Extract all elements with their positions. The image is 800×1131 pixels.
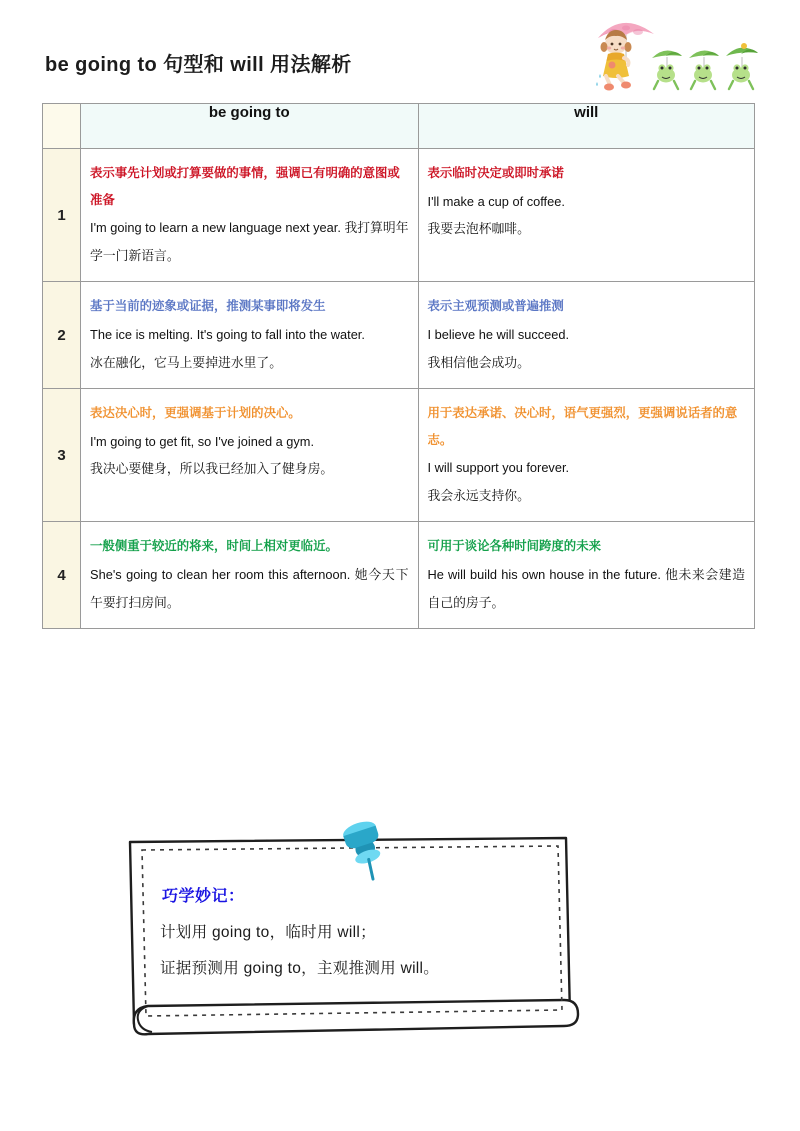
table-row: [43, 282, 755, 389]
row-number: 2: [43, 282, 81, 389]
column-header-will: will: [418, 104, 754, 149]
girl-with-umbrella-and-frogs-illustration: [592, 8, 788, 96]
cell-be-going-to: [81, 522, 418, 629]
column-header-be-going-to: be going to: [81, 104, 418, 149]
usage-translation: 我相信他会成功。: [427, 354, 530, 370]
row-number: 3: [43, 389, 81, 522]
note-line-1: 计划用 going to，临时用 will；: [160, 924, 376, 941]
usage-translation: 我要去泡杯咖啡。: [427, 221, 530, 237]
usage-example: I will support you forever.: [427, 460, 570, 476]
note-line-2: 证据预测用 going to，主观推测用 will。: [160, 960, 440, 977]
usage-lead: 表示临时决定或即时承诺: [427, 166, 564, 180]
usage-translation: 冰在融化，它马上要掉进水里了。: [90, 354, 282, 370]
usage-lead: 可用于谈论各种时间跨度的未来: [427, 539, 601, 554]
usage-lead: 表示主观预测或普遍推测: [427, 299, 564, 314]
table-row: [43, 389, 755, 522]
row-number: 1: [43, 149, 81, 282]
table-header-row: [43, 104, 755, 149]
cell-be-going-to: [81, 149, 418, 282]
cell-will: [418, 389, 754, 522]
cell-be-going-to: [81, 389, 418, 522]
table-row: [43, 149, 755, 282]
note-title: 巧学妙记：: [162, 888, 245, 905]
usage-translation: 我决心要健身，所以我已经加入了健身房。: [90, 461, 334, 477]
note-text-block: [160, 883, 560, 992]
usage-example: She's going to clean her room this afternoon. 她今天下午要打扫房间。: [90, 567, 409, 610]
push-pin-icon: [330, 816, 400, 886]
usage-example: He will build his own house in the future. 他未来会建造自己的房子。: [427, 567, 745, 610]
usage-lead: 一般侧重于较近的将来，时间上相对更临近。: [90, 539, 338, 554]
usage-example: I believe he will succeed.: [427, 327, 570, 343]
row-number: 4: [43, 522, 81, 629]
usage-example: I'll make a cup of coffee.: [427, 193, 565, 209]
usage-example: I'm going to get fit, so I've joined a gym.: [90, 433, 315, 449]
usage-lead: 基于当前的迹象或证据，推测某事即将发生: [90, 299, 326, 314]
usage-translation: 我会永远支持你。: [427, 487, 530, 503]
usage-lead: 表达决心时，更强调基于计划的决心。: [90, 406, 301, 421]
usage-example: The ice is melting. It's going to fall into the water.: [90, 327, 365, 343]
usage-example: I'm going to learn a new language next year. 我打算明年学一门新语言。: [90, 220, 409, 263]
cell-be-going-to: [81, 282, 418, 389]
page-title: be going to 句型和 will 用法解析: [45, 54, 352, 76]
cell-will: [418, 522, 754, 629]
cell-will: [418, 282, 754, 389]
cell-will: [418, 149, 754, 282]
grammar-comparison-table: [42, 103, 755, 629]
usage-lead: 表示事先计划或打算要做的事情，强调已有明确的意图或准备: [90, 166, 400, 207]
memory-tip-note-card: [108, 828, 588, 1063]
column-header-number: [43, 104, 81, 149]
usage-lead: 用于表达承诺、决心时，语气更强烈，更强调说话者的意志。: [427, 406, 738, 447]
table-row: [43, 522, 755, 629]
page-header: [0, 0, 800, 100]
